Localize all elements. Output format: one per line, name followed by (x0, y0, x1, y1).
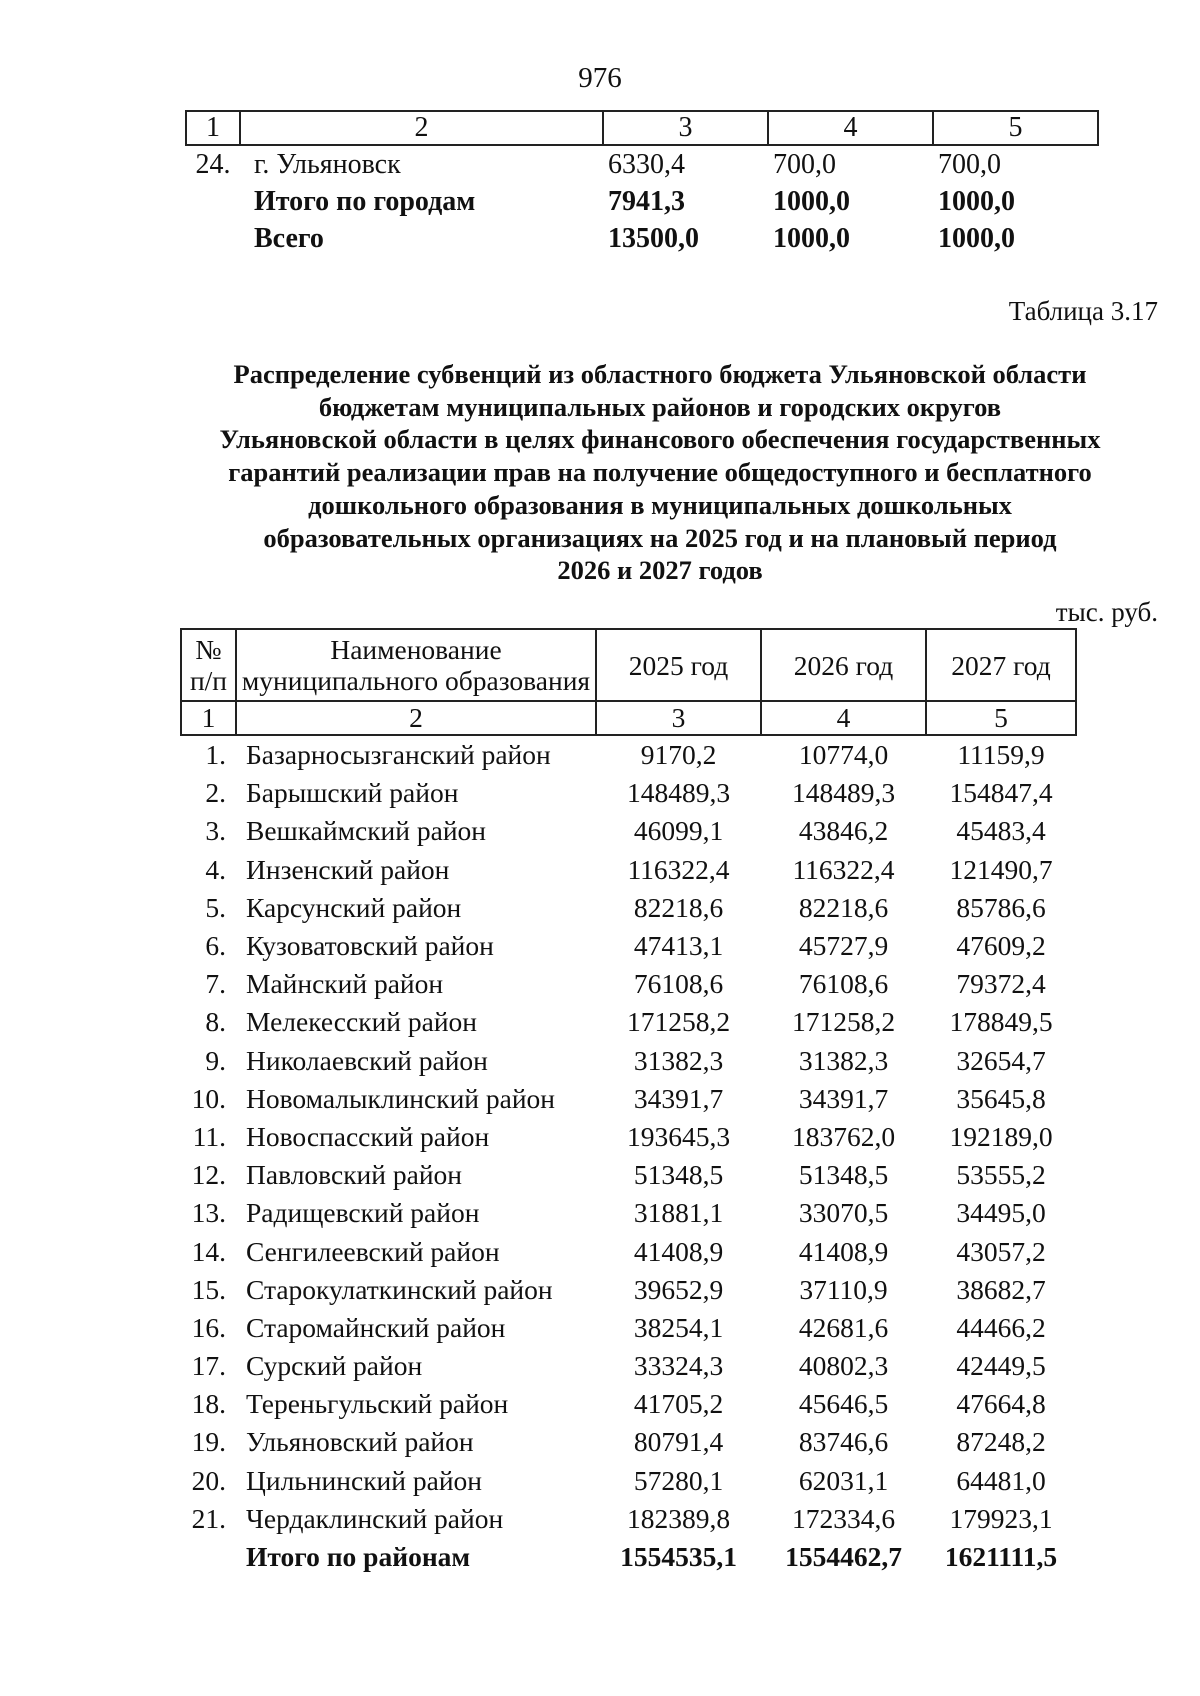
row-index: 20. (191, 1464, 226, 1496)
grand-total-2026: 1000,0 (773, 222, 850, 254)
column-number: 2 (240, 111, 603, 145)
total-index-empty (181, 1538, 236, 1576)
value-2026: 116322,4 (792, 853, 895, 885)
table-row (181, 889, 1076, 927)
column-number-row (181, 701, 1076, 735)
row-index: 4. (205, 853, 226, 885)
value-2027: 700,0 (938, 148, 1001, 180)
header-number (181, 629, 236, 701)
total-row (186, 183, 1098, 220)
value-2025: 193645,3 (626, 1120, 731, 1152)
district-name: Радищевский район (246, 1197, 480, 1229)
district-name: Ульяновский район (246, 1426, 474, 1458)
value-2027: 35645,8 (956, 1082, 1046, 1114)
row-index: 7. (205, 968, 226, 1000)
value-2026: 51348,5 (798, 1159, 889, 1191)
table-row (181, 1385, 1076, 1423)
table-row (186, 145, 1098, 183)
total-2026: 1000,0 (773, 185, 850, 217)
value-2025: 6330,4 (608, 148, 685, 180)
value-2025: 182389,8 (626, 1502, 731, 1534)
header-number-line1: № (195, 634, 222, 665)
table-row (181, 927, 1076, 965)
table-row (181, 1080, 1076, 1118)
table-row (181, 735, 1076, 774)
table-row (181, 1309, 1076, 1347)
district-name: Сурский район (246, 1350, 423, 1382)
value-2025: 82218,6 (633, 891, 724, 923)
row-index: 6. (205, 930, 226, 962)
value-2027: 179923,1 (949, 1502, 1053, 1534)
grand-total-2025: 13500,0 (608, 222, 699, 254)
title-line: 2026 и 2027 годов (557, 555, 763, 586)
value-2025: 33324,3 (633, 1350, 724, 1382)
value-2026: 183762,0 (791, 1120, 896, 1152)
value-2026: 83746,6 (798, 1426, 889, 1458)
column-number-row (186, 111, 1098, 145)
value-2026: 45727,9 (798, 930, 889, 962)
value-2027: 43057,2 (956, 1235, 1046, 1267)
district-name: Сенгилеевский район (246, 1235, 500, 1267)
table-row (181, 1194, 1076, 1232)
district-name: Майнский район (246, 968, 444, 1000)
total-name: Итого по районам (246, 1541, 471, 1573)
column-number: 5 (933, 111, 1098, 145)
total-2025: 1554535,1 (620, 1541, 737, 1573)
grand-total-name: Всего (254, 222, 324, 254)
value-2027: 87248,2 (956, 1426, 1046, 1458)
value-2026: 82218,6 (798, 891, 889, 923)
continuation-table (185, 110, 1099, 257)
row-index: 9. (205, 1044, 226, 1076)
value-2025: 39652,9 (633, 1273, 724, 1305)
value-2026: 62031,1 (798, 1464, 889, 1496)
title-line: дошкольного образования в муниципальных дошкольных (308, 489, 1012, 520)
table-label: Таблица 3.17 (1008, 296, 1158, 326)
value-2027: 79372,4 (956, 968, 1046, 1000)
table-row (181, 812, 1076, 850)
value-2027: 192189,0 (949, 1120, 1053, 1152)
table-row (181, 965, 1076, 1003)
value-2026: 40802,3 (798, 1350, 889, 1382)
header-name-line1: Наименование (330, 634, 502, 665)
header-number-line2: п/п (189, 665, 228, 696)
value-2025: 31382,3 (633, 1044, 724, 1076)
value-2026: 43846,2 (798, 815, 889, 847)
district-name: Мелекесский район (246, 1006, 478, 1038)
total-2027: 1621111,5 (944, 1541, 1058, 1573)
total-row (181, 1538, 1076, 1576)
value-2026: 31382,3 (798, 1044, 889, 1076)
value-2025: 76108,6 (633, 968, 724, 1000)
table-row (181, 1156, 1076, 1194)
table-row (181, 1232, 1076, 1270)
total-name: Итого по городам (254, 185, 476, 217)
district-name: Новоспасский район (246, 1120, 490, 1152)
row-index: 17. (191, 1350, 226, 1382)
table-row (181, 774, 1076, 812)
district-name: Кузоватовский район (246, 930, 494, 962)
district-name: Николаевский район (246, 1044, 488, 1076)
value-2027: 154847,4 (949, 777, 1053, 809)
table-row (181, 1462, 1076, 1500)
table-row (181, 1118, 1076, 1156)
value-2025: 34391,7 (633, 1082, 724, 1114)
row-index: 1. (205, 739, 226, 771)
row-index: 18. (191, 1388, 226, 1420)
title-line: образовательных организациях на 2025 год и на плановый период (263, 522, 1057, 553)
value-2027: 44466,2 (956, 1311, 1046, 1343)
header-name-line2: муниципального образования (241, 665, 591, 696)
value-2027: 42449,5 (956, 1350, 1046, 1382)
title-line: Ульяновской области в целях финансового обеспечения государственных (219, 424, 1101, 455)
district-name: Базарносызганский район (246, 739, 551, 771)
grand-total-2027: 1000,0 (938, 222, 1015, 254)
value-2027: 47664,8 (956, 1388, 1046, 1420)
row-index: 10. (191, 1082, 226, 1114)
value-2027: 45483,4 (956, 815, 1046, 847)
value-2027: 121490,7 (949, 853, 1053, 885)
district-name: Павловский район (246, 1159, 462, 1191)
district-name: Карсунский район (246, 891, 462, 923)
value-2026: 37110,9 (799, 1273, 888, 1305)
value-2026: 76108,6 (798, 968, 889, 1000)
row-index: 21. (191, 1502, 226, 1534)
total-2027: 1000,0 (938, 185, 1015, 217)
table-body (181, 735, 1076, 1576)
value-2025: 41705,2 (633, 1388, 724, 1420)
column-number: 4 (768, 111, 933, 145)
column-number: 3 (603, 111, 768, 145)
table-row (181, 1500, 1076, 1538)
value-2025: 9170,2 (640, 739, 717, 771)
document-title (150, 358, 1170, 587)
row-index: 13. (191, 1197, 226, 1229)
value-2026: 42681,6 (798, 1311, 889, 1343)
column-number: 1 (181, 701, 236, 735)
header-2026: 2026 год (761, 629, 926, 701)
value-2027: 38682,7 (956, 1273, 1046, 1305)
total-2026: 1554462,7 (785, 1541, 902, 1573)
subvention-table (180, 628, 1077, 1576)
row-index: 16. (191, 1311, 226, 1343)
header-row (181, 629, 1076, 701)
value-2026: 41408,9 (798, 1235, 889, 1267)
value-2026: 148489,3 (791, 777, 896, 809)
header-name (236, 629, 596, 701)
table-row (181, 1003, 1076, 1041)
district-name: Цильнинский район (246, 1464, 483, 1496)
table-row (181, 851, 1076, 889)
district-name: Чердаклинский район (246, 1502, 504, 1534)
column-number: 4 (761, 701, 926, 735)
value-2027: 11159,9 (957, 739, 1045, 771)
units-label: тыс. руб. (1055, 597, 1158, 627)
district-name: Старомайнский район (246, 1311, 506, 1343)
page-number: 976 (578, 62, 622, 94)
row-name: г. Ульяновск (254, 148, 401, 180)
value-2026: 34391,7 (798, 1082, 889, 1114)
value-2025: 148489,3 (626, 777, 731, 809)
header-2027: 2027 год (926, 629, 1076, 701)
value-2025: 57280,1 (633, 1464, 724, 1496)
title-line: бюджетам муниципальных районов и городских округов (318, 391, 1002, 422)
header-2025: 2025 год (596, 629, 761, 701)
row-index: 24. (195, 148, 231, 180)
table-row (181, 1271, 1076, 1309)
district-name: Вешкаймский район (246, 815, 487, 847)
row-index: 5. (205, 891, 226, 923)
row-index: 3. (205, 815, 226, 847)
table-row (181, 1347, 1076, 1385)
total-2025: 7941,3 (608, 185, 685, 217)
value-2026: 700,0 (773, 148, 836, 180)
value-2027: 178849,5 (949, 1006, 1053, 1038)
row-index: 8. (205, 1006, 226, 1038)
value-2026: 45646,5 (798, 1388, 889, 1420)
table-row (181, 1042, 1076, 1080)
value-2025: 47413,1 (633, 930, 724, 962)
value-2027: 34495,0 (956, 1197, 1046, 1229)
value-2025: 38254,1 (633, 1311, 724, 1343)
value-2025: 41408,9 (633, 1235, 724, 1267)
district-name: Новомалыклинский район (246, 1082, 556, 1114)
column-number: 3 (596, 701, 761, 735)
title-line: Распределение субвенций из областного бюджета Ульяновской области (233, 359, 1087, 389)
district-name: Инзенский район (246, 853, 450, 885)
value-2027: 85786,6 (956, 891, 1046, 923)
column-number: 2 (236, 701, 596, 735)
column-number: 1 (186, 111, 240, 145)
value-2026: 171258,2 (791, 1006, 896, 1038)
value-2027: 47609,2 (956, 930, 1046, 962)
value-2026: 10774,0 (798, 739, 889, 771)
value-2027: 32654,7 (956, 1044, 1046, 1076)
table-row (181, 1423, 1076, 1461)
row-index: 2. (205, 777, 226, 809)
value-2027: 64481,0 (956, 1464, 1046, 1496)
value-2025: 31881,1 (633, 1197, 724, 1229)
value-2025: 80791,4 (633, 1426, 724, 1458)
value-2025: 46099,1 (633, 815, 724, 847)
district-name: Тереньгульский район (246, 1388, 509, 1420)
value-2027: 53555,2 (956, 1159, 1046, 1191)
row-index: 11. (192, 1120, 226, 1152)
value-2025: 51348,5 (633, 1159, 724, 1191)
value-2025: 171258,2 (626, 1006, 731, 1038)
row-index: 14. (191, 1235, 226, 1267)
value-2026: 172334,6 (791, 1502, 896, 1534)
value-2026: 33070,5 (798, 1197, 889, 1229)
row-index: 15. (191, 1273, 226, 1305)
row-index: 12. (191, 1159, 226, 1191)
title-line: гарантий реализации прав на получение общедоступного и бесплатного (228, 457, 1092, 488)
column-number: 5 (926, 701, 1076, 735)
district-name: Барышский район (246, 777, 459, 809)
grand-total-row (186, 220, 1098, 257)
row-index: 19. (191, 1426, 226, 1458)
value-2025: 116322,4 (627, 853, 730, 885)
district-name: Старокулаткинский район (246, 1273, 553, 1305)
